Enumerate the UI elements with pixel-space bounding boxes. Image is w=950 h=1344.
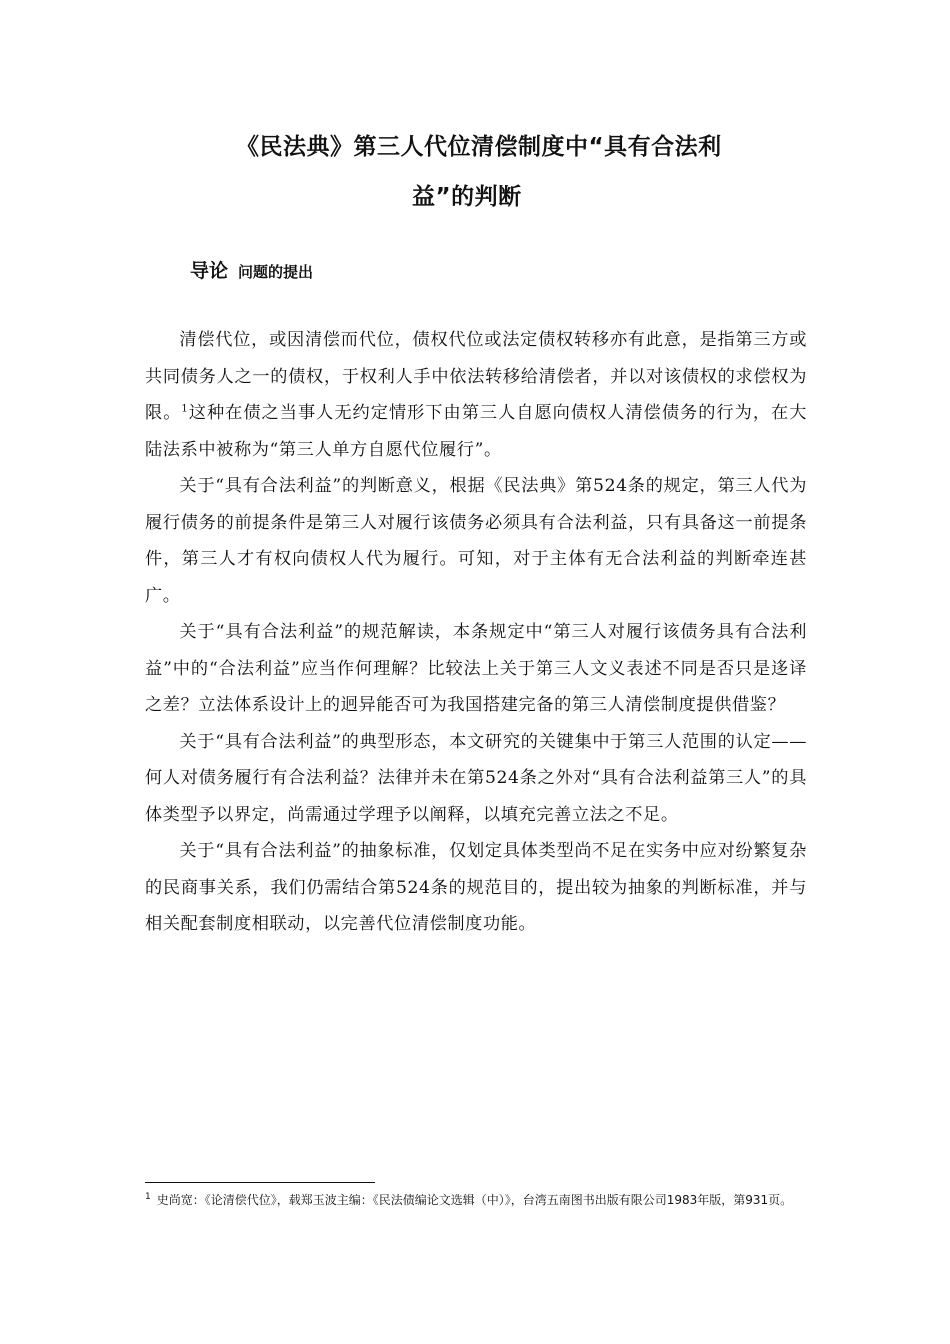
footnote-text: 史尚宽：《论清偿代位》，载郑玉波主编：《民法债编论文选辑（中）》，台湾五南图书出版有限公司1983年版，第931页。 — [156, 1193, 793, 1207]
paragraph-1-text-a: 清偿代位，或因清偿而代位，债权代位或法定债权转移亦有此意，是指第三方或共同债务人之一的债权，于权利人手中依法转移给清偿者，并以对该债权的求偿权为限。 — [145, 330, 807, 423]
paragraph-3: 关于“具有合法利益”的规范解读，本条规定中“第三人对履行该债务具有合法利益”中的“合法利益”应当作何理解？比较法上关于第三人文义表述不同是否只是迻译之差？立法体系设计上的迥异能否可为我国搭建完备的第三人清偿制度提供借鉴？ — [145, 622, 807, 715]
footnote-reference[interactable]: 1 — [181, 403, 189, 415]
footnote-divider — [145, 1182, 375, 1183]
section-heading-sub: 问题的提出 — [238, 263, 314, 281]
footnote — [145, 1190, 810, 1211]
paragraph-5: 关于“具有合法利益”的抽象标准，仅划定具体类型尚不足在实务中应对纷繁复杂的民商事关系，我们仍需结合第524条的规范目的，提出较为抽象的判断标准，并与相关配套制度相联动，以完善代位清偿制度功能。 — [145, 841, 807, 934]
section-heading — [190, 256, 313, 283]
paragraph-4: 关于“具有合法利益”的典型形态，本文研究的关键集中于第三人范围的认定——何人对债务履行有合法利益？法律并未在第524条之外对“具有合法利益第三人”的具体类型予以界定，尚需通过学理予以阐释，以填充完善立法之不足。 — [145, 731, 807, 825]
paragraph-2: 关于“具有合法利益”的判断意义，根据《民法典》第524条的规定，第三人代为履行债务的前提条件是第三人对履行该债务必须具有合法利益，只有具备这一前提条件，第三人才有权向债权人代为履行。可知，对于主体有无合法利益的判断牵连甚广。 — [145, 476, 807, 606]
paragraph-1-text-b: 这种在债之当事人无约定情形下由第三人自愿向债权人清偿债务的行为，在大陆法系中被称为“第三人单方自愿代位履行”。 — [145, 403, 807, 460]
footnote-number: 1 — [145, 1192, 151, 1202]
section-heading-main: 导论 — [190, 260, 229, 282]
body-text — [145, 322, 807, 943]
document-title-line-1: 《民法典》第三人代位清偿制度中“具有合法利 — [236, 134, 722, 160]
document-title-line-2: 益”的判断 — [412, 184, 522, 210]
paragraph-1 — [145, 322, 807, 468]
